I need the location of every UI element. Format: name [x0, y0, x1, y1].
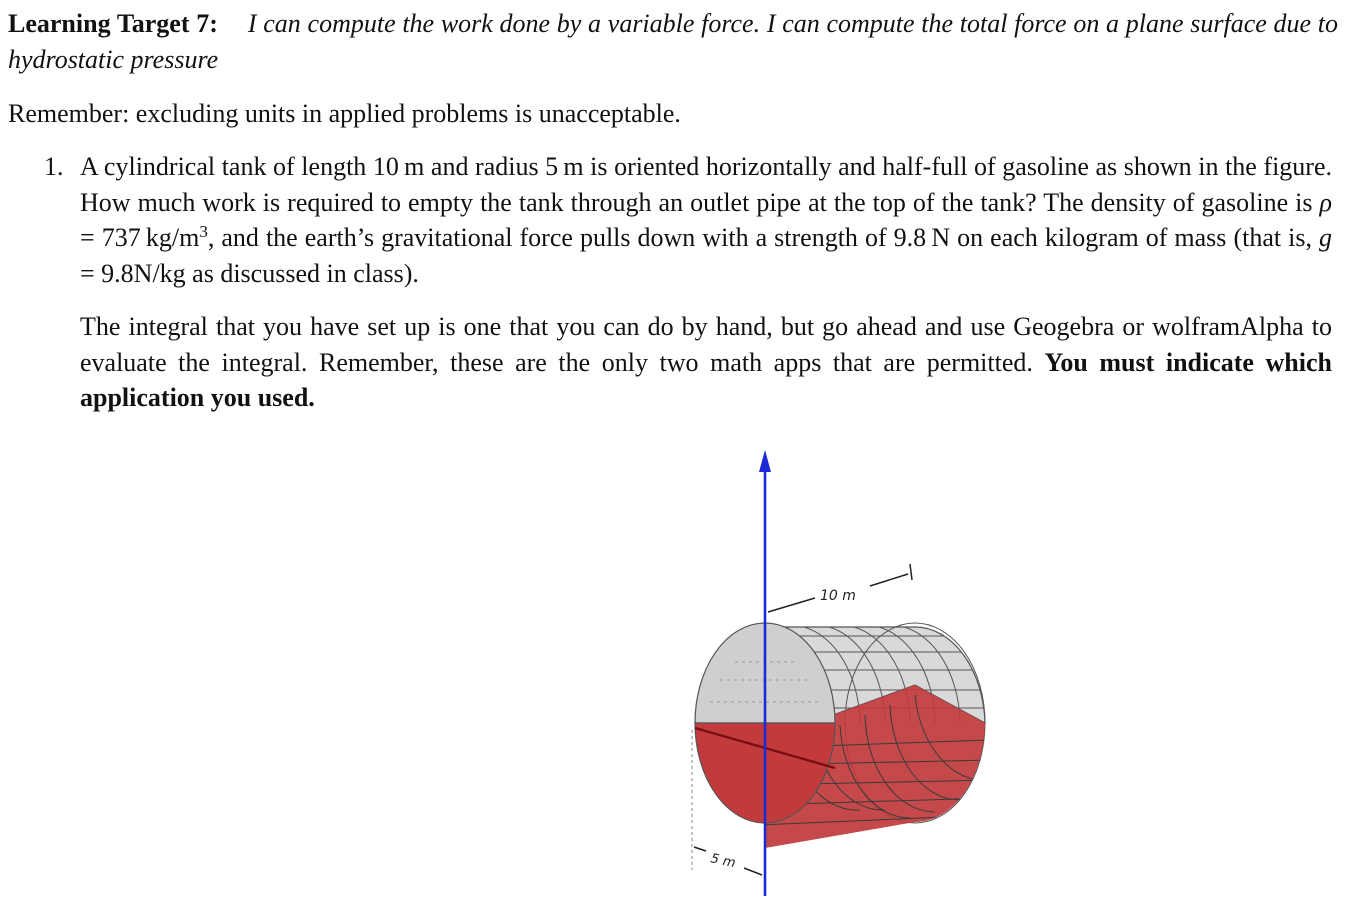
- rho-value: = 737 kg/m: [80, 223, 200, 252]
- g-symbol: g: [1319, 223, 1332, 252]
- axis-arrowhead: [759, 450, 771, 472]
- remember-note: Remember: excluding units in applied problems is unacceptable.: [8, 99, 681, 128]
- problem-number: 1.: [44, 152, 64, 181]
- problem-text-part-b: , and the earth’s gravitational force pulls down with a strength of 9.8 N on each kilogram of mass (that is,: [207, 223, 1319, 252]
- g-value: = 9.8N/kg as discussed in class).: [80, 258, 419, 288]
- radius-arrow-left: [694, 847, 706, 851]
- problem-1: [44, 149, 1332, 291]
- radius-arrow-right: [744, 868, 762, 875]
- problem-1-instructions: [80, 309, 1332, 416]
- rho-symbol: ρ: [1319, 187, 1332, 217]
- length-label: 10 m: [820, 588, 856, 604]
- learning-target-label: Learning Target 7:: [8, 9, 218, 38]
- length-dimension-tick: [910, 564, 912, 580]
- length-dimension-left: [768, 598, 815, 612]
- radius-label: 5 m: [709, 851, 737, 872]
- instructions-text: The integral that you have set up is one that you can do by hand, but go ahead and use Geogebra or wolframAlpha to evaluate the integral. Remember, these are the only two math apps that are permitted.: [80, 312, 1332, 377]
- tank-figure: [660, 440, 1020, 902]
- rho-exponent: 3: [199, 222, 208, 241]
- problem-text-part-a: A cylindrical tank of length 10 m and radius 5 m is oriented horizontally and half-full of gasoline as shown in the figure. How much work is required to empty the tank through an outlet pipe at the top of the tank? The density of gasoline is: [80, 152, 1332, 217]
- cylinder-tank-diagram: [660, 440, 1020, 902]
- learning-target: [8, 6, 1338, 78]
- length-dimension-right: [870, 574, 908, 586]
- instructions-bold: You must indicate which application you used.: [80, 347, 1332, 412]
- learning-target-text: I can compute the work done by a variable force. I can compute the total force on a plane surface due to hydrostatic pressure: [8, 9, 1338, 74]
